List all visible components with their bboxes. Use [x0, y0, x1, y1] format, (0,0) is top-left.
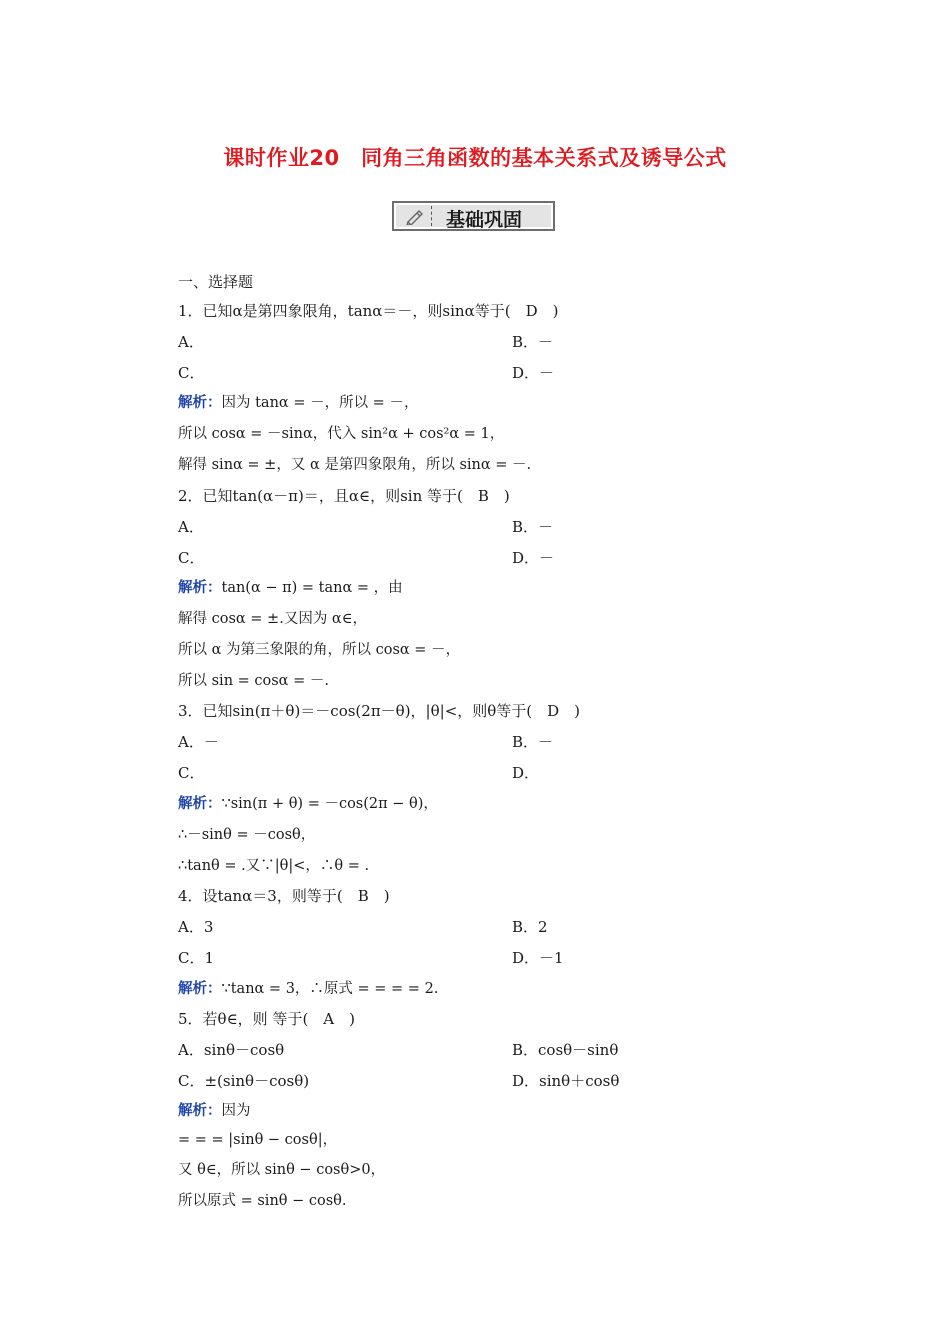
q2-option-d: D．－	[512, 549, 555, 567]
q2-solution-3: 所以 α 为第三象限的角，所以 cosα = －，	[178, 642, 461, 658]
q4-option-b: B．2	[512, 918, 548, 936]
q5-option-c: C．±(sinθ－cosθ)	[178, 1072, 310, 1090]
q2-stem: 2．已知tan(α－π)＝，且α∈，则sin 等于( B )	[178, 487, 510, 505]
q4-stem: 4．设tanα＝3，则等于( B )	[178, 887, 390, 905]
q2-solution-text: tan(α − π) = tanα = ，由	[221, 580, 403, 596]
q5-solution-4: 所以原式 = sinθ − cosθ.	[178, 1193, 347, 1209]
q5-solution-2: = = = |sinθ − cosθ|，	[178, 1132, 338, 1148]
q2-option-b: B．－	[512, 518, 554, 536]
q1-option-a: A．	[178, 333, 204, 351]
solution-label: 解析：	[178, 796, 222, 812]
q3-option-a: A．－	[178, 733, 219, 751]
q5-option-d: D．sinθ＋cosθ	[512, 1072, 620, 1090]
solution-label: 解析：	[178, 395, 222, 411]
q4-solution-1	[178, 979, 438, 999]
solution-label: 解析：	[178, 580, 222, 596]
q2-solution-2: 解得 cosα = ±.又因为 α∈，	[178, 611, 367, 627]
q3-solution-3: ∴tanθ = .又∵|θ|<，∴θ = .	[178, 858, 370, 874]
q1-solution-text: 因为 tanα = －，所以 = －，	[221, 395, 419, 411]
q2-option-a: A．	[178, 518, 204, 536]
q3-stem: 3．已知sin(π＋θ)＝－cos(2π－θ)，|θ|<，则θ等于( D )	[178, 702, 581, 720]
q1-solution-3: 解得 sinα = ±，又 α 是第四象限角，所以 sinα = －.	[178, 457, 532, 473]
q4-solution-text: ∵tanα = 3，∴原式 = = = = 2.	[221, 981, 439, 997]
q2-option-c: C．	[178, 549, 205, 567]
solution-label: 解析：	[178, 1103, 222, 1119]
q2-solution-1	[178, 578, 403, 598]
q3-solution-2: ∴－sinθ = －cosθ，	[178, 827, 316, 843]
q4-option-d: D．－1	[512, 949, 564, 967]
q4-option-a: A．3	[178, 918, 214, 936]
q3-solution-text: ∵sin(π + θ) = －cos(2π − θ)，	[221, 796, 438, 812]
page-title: 课时作业20 同角三角函数的基本关系式及诱导公式	[223, 146, 727, 170]
q5-solution-3: 又 θ∈，所以 sinθ − cosθ>0，	[178, 1162, 386, 1178]
q5-stem: 5．若θ∈，则 等于( A )	[178, 1010, 355, 1028]
q1-stem: 1．已知α是第四象限角，tanα＝－，则sinα等于( D )	[178, 302, 559, 320]
q1-solution-2: 所以 cosα = －sinα，代入 sin²α + cos²α = 1，	[178, 426, 505, 442]
q5-solution-text: 因为	[221, 1103, 251, 1119]
q1-solution-1	[178, 393, 418, 413]
q1-option-b: B．－	[512, 333, 554, 351]
q4-option-c: C．1	[178, 949, 215, 967]
q2-solution-4: 所以 sin = cosα = －.	[178, 673, 329, 689]
solution-label: 解析：	[178, 981, 222, 997]
q3-option-c: C．	[178, 764, 205, 782]
q5-option-a: A．sinθ－cosθ	[178, 1041, 285, 1059]
q1-option-d: D．－	[512, 364, 555, 382]
q5-solution-1	[178, 1101, 251, 1121]
section-heading: 一、选择题	[178, 273, 254, 291]
q3-solution-1	[178, 794, 438, 814]
banner-text: 基础巩固	[446, 209, 523, 231]
banner-divider	[431, 206, 432, 226]
section-banner	[392, 201, 555, 231]
q3-option-b: B．－	[512, 733, 554, 751]
q5-option-b: B．cosθ－sinθ	[512, 1041, 619, 1059]
q1-option-c: C．	[178, 364, 205, 382]
q3-option-d: D．	[512, 764, 540, 782]
pencil-icon	[404, 207, 426, 225]
